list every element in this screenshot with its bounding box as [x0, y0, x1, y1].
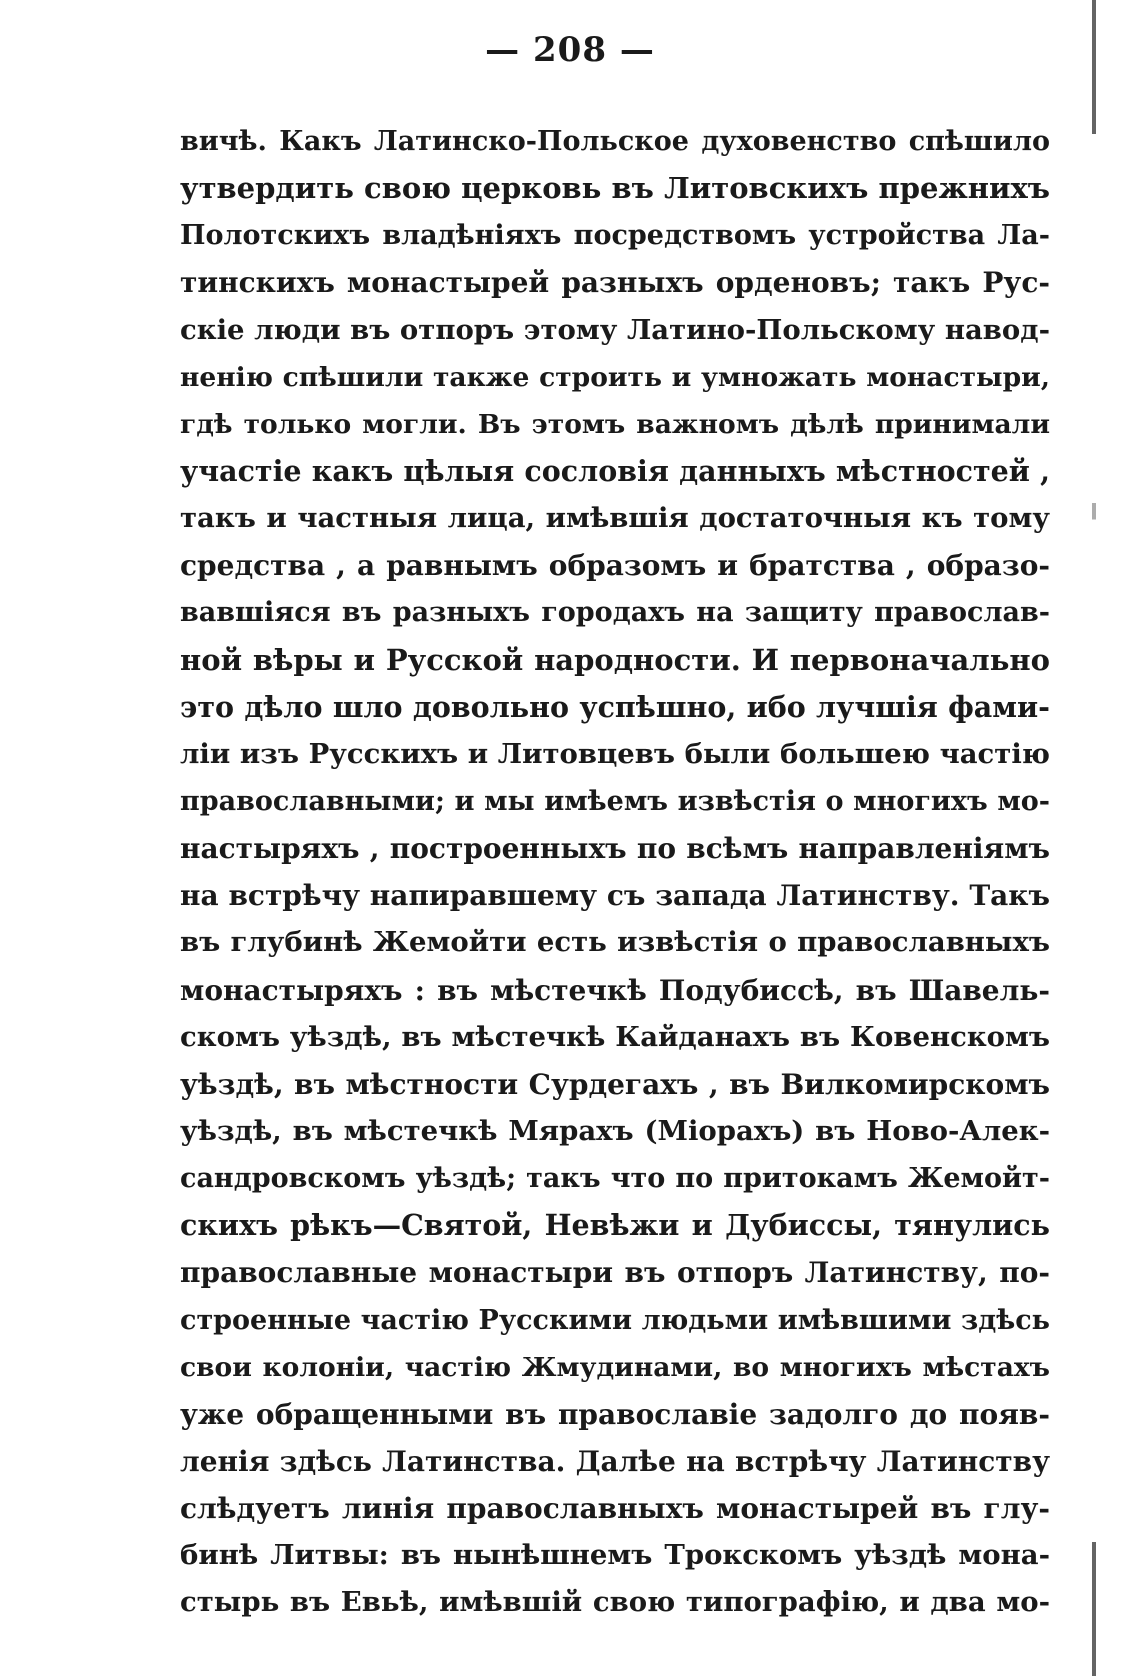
text-line: ненію спѣшили также строить и умножать монастыри,	[180, 361, 1050, 393]
text-line: это дѣло шло довольно успѣшно, ибо лучшія фами-	[180, 689, 1050, 724]
text-line: такъ и частныя лица, имѣвшія достаточныя къ тому	[180, 502, 1050, 535]
text-line: православные монастыри въ отпоръ Латинству, по-	[180, 1256, 1050, 1290]
text-line: тинскихъ монастырей разныхъ орденовъ; такъ Рус-	[180, 266, 1050, 300]
text-line: ленія здѣсь Латинства. Далѣе на встрѣчу Латинству	[180, 1444, 1050, 1478]
text-line: ной вѣры и Русской народности. И первоначально	[180, 642, 1050, 677]
text-line: участіе какъ цѣлыя сословія данныхъ мѣстностей ,	[180, 453, 1050, 488]
book-spine-edge	[1092, 0, 1096, 1676]
text-line: гдѣ только могли. Въ этомъ важномъ дѣлѣ принимали	[180, 408, 1050, 440]
text-line: строенные частію Русскими людьми имѣвшими здѣсь	[180, 1304, 1050, 1336]
text-line: скіе люди въ отпоръ этому Латино-Польскому навод-	[180, 313, 1050, 346]
text-line: Полотскихъ владѣніяхъ посредствомъ устройства Ла-	[180, 220, 1050, 252]
text-line: православными; и мы имѣемъ извѣстія о многихъ мо-	[180, 785, 1050, 817]
text-line: настыряхъ , построенныхъ по всѣмъ направленіямъ	[180, 832, 1050, 866]
text-line: утвердить свою церковь въ Литовскихъ прежнихъ	[180, 171, 1050, 206]
text-line: слѣдуетъ линія православныхъ монастырей въ глу-	[180, 1492, 1050, 1526]
text-line: уѣздѣ, въ мѣстечкѣ Мярахъ (Міорахъ) въ Ново-Алек-	[180, 1114, 1050, 1147]
text-line: уѣздѣ, въ мѣстности Сурдегахъ , въ Вилкомирскомъ	[180, 1067, 1050, 1101]
text-line: уже обращенными въ православіе задолго до появ-	[180, 1397, 1050, 1431]
text-line: монастыряхъ : въ мѣстечкѣ Подубиссѣ, въ Шавель-	[180, 973, 1050, 1007]
text-line: вичѣ. Какъ Латинско-Польское духовенство спѣшило	[180, 126, 1050, 157]
text-line: бинѣ Литвы: въ нынѣшнемъ Трокскомъ уѣздѣ мона-	[180, 1539, 1050, 1572]
text-line: свои колоніи, частію Жмудинами, во многихъ мѣстахъ	[180, 1351, 1050, 1383]
text-line: сандровскомъ уѣздѣ; такъ что по притокамъ Жемойт-	[180, 1163, 1050, 1195]
text-line: скомъ уѣздѣ, въ мѣстечкѣ Кайданахъ въ Ковенскомъ	[180, 1020, 1050, 1053]
text-line: средства , а равнымъ образомъ и братства , образо-	[180, 549, 1050, 583]
text-line: стырь въ Евьѣ, имѣвшій свою типографію, и два мо-	[180, 1586, 1050, 1619]
body-text	[180, 118, 1050, 1627]
page-number: — 208 —	[485, 30, 655, 70]
text-line: скихъ рѣкъ—Святой, Невѣжи и Дубиссы, тянулись	[180, 1208, 1050, 1243]
text-line: въ глубинѣ Жемойти есть извѣстія о православныхъ	[180, 926, 1050, 959]
text-line: ліи изъ Русскихъ и Литовцевъ были большею частію	[180, 737, 1050, 770]
text-line: на встрѣчу напиравшему съ запада Латинству. Такъ	[180, 879, 1050, 913]
text-line: вавшіяся въ разныхъ городахъ на защиту православ-	[180, 597, 1050, 629]
